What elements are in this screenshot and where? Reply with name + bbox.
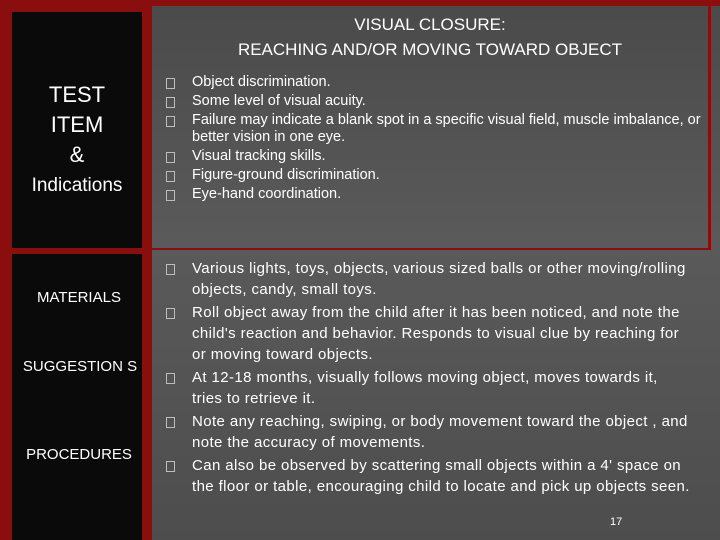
- list-item: Can also be observed by scattering small objects within a 4' space on the floor or table, encouraging child to locate and pick up objects seen.: [166, 455, 692, 497]
- checkbox-bullet-icon: [166, 373, 175, 384]
- list-item: Failure may indicate a blank spot in a specific visual field, muscle imbalance, or better vision in one eye.: [166, 112, 706, 146]
- list-item: Roll object away from the child after it has been noticed, and note the child's reaction and behavior. Responds to visual clue by reaching for or moving toward objects.: [166, 302, 692, 365]
- label-materials: MATERIALS: [37, 289, 121, 306]
- page-number: 17: [610, 516, 623, 528]
- checkbox-bullet-icon: [166, 417, 175, 428]
- list-item: Note any reaching, swiping, or body movement toward the object , and note the accuracy of movements.: [166, 411, 692, 453]
- checkbox-bullet-icon: [166, 78, 175, 89]
- title-line-2: REACHING AND/OR MOVING TOWARD OBJECT: [237, 40, 623, 59]
- header-line-test: TEST: [48, 82, 106, 107]
- checkbox-bullet-icon: [166, 461, 175, 472]
- indications-list: [166, 74, 706, 205]
- test-item-header: [12, 80, 142, 170]
- list-item: Some level of visual acuity.: [166, 93, 706, 110]
- header-line-item: ITEM: [50, 112, 104, 137]
- checkbox-bullet-icon: [166, 190, 175, 201]
- list-item: At 12-18 months, visually follows moving object, moves towards it, tries to retrieve it.: [166, 367, 692, 409]
- checkbox-bullet-icon: [166, 308, 175, 319]
- title-line-1: VISUAL CLOSURE:: [354, 15, 506, 34]
- checkbox-bullet-icon: [166, 152, 175, 163]
- label-suggestions: SUGGESTION S: [22, 358, 138, 375]
- materials-procedures-list: [166, 258, 692, 499]
- list-item: Visual tracking skills.: [166, 148, 706, 165]
- list-item: Eye-hand coordination.: [166, 186, 706, 203]
- header-indications: Indications: [31, 175, 123, 196]
- label-procedures: PROCEDURES: [26, 446, 132, 463]
- checkbox-bullet-icon: [166, 171, 175, 182]
- slide-title: [150, 6, 710, 74]
- checkbox-bullet-icon: [166, 264, 175, 275]
- checkbox-bullet-icon: [166, 116, 175, 127]
- list-item: Figure-ground discrimination.: [166, 167, 706, 184]
- header-line-ampersand: &: [69, 142, 85, 167]
- checkbox-bullet-icon: [166, 97, 175, 108]
- list-item: Object discrimination.: [166, 74, 706, 91]
- list-item: Various lights, toys, objects, various sized balls or other moving/rolling objects, candy, small toys.: [166, 258, 692, 300]
